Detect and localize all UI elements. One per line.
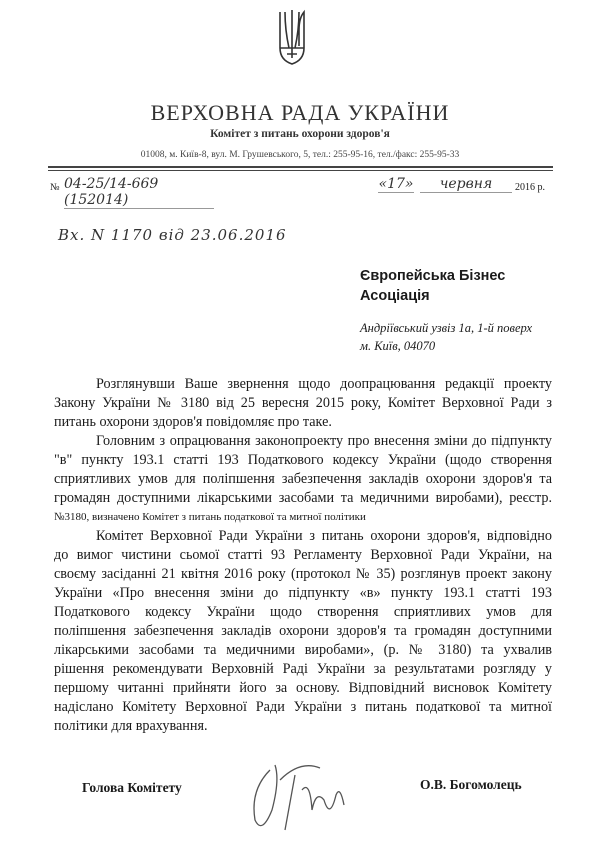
body-line: політики для врахування. xyxy=(54,718,208,734)
body-line: №3180, визначено Комітет з питань податкової та митної політики xyxy=(54,511,366,523)
number-label: № xyxy=(50,182,60,193)
date-month: червня xyxy=(420,176,512,193)
header-divider xyxy=(48,166,553,168)
body-line: України «Про внесення зміни до підпункту «в» пункту 193.1 статті 193 xyxy=(54,585,552,601)
body-line: сприятливих умов для поліпшення забезпечення закладів охорони здоров'я та xyxy=(54,471,552,487)
body-line: "в" пункту 193.1 статті 193 Податкового кодексу України (щодо створення xyxy=(54,452,552,468)
body-line: своєму засіданні 21 квітня 2016 року (протокол № 35) розглянув проект закону xyxy=(54,566,552,582)
recipient-name-line: Асоціація xyxy=(360,288,430,304)
recipient-name xyxy=(360,266,505,306)
body-line: поліпшення забезпечення закладів охорони здоров'я та громадян доступними xyxy=(54,623,552,639)
body-line: Розглянувши Ваше звернення щодо доопрацювання редакції проекту xyxy=(96,376,552,392)
handwritten-signature xyxy=(240,750,370,840)
body-line: лікарськими засобами та медичними виробами», (р. № 3180) та ухвалив xyxy=(54,642,552,658)
header-divider-thin xyxy=(48,170,553,171)
organization-address: 01008, м. Київ-8, вул. М. Грушевського, 5, тел.: 255-95-16, тел./факс: 255-95-33 xyxy=(140,150,460,160)
incoming-registration: Вх. N 1170 від 23.06.2016 xyxy=(58,226,287,244)
signatory-position: Голова Комітету xyxy=(82,780,182,795)
outgoing-number: 04-25/14-669 (152014) xyxy=(64,176,214,209)
date-year: 2016 р. xyxy=(515,182,545,193)
body-line: надіслано Комітету Верховної Ради України з питань податкової та митної xyxy=(54,699,552,715)
body-line: Комітет Верховної Ради України з питань охорони здоров'я, відповідно xyxy=(96,528,552,544)
signatory-name: О.В. Богомолець xyxy=(420,777,522,792)
committee-name: Комітет з питань охорони здоров'я xyxy=(210,128,390,140)
recipient-address xyxy=(360,319,532,355)
recipient-address-line: м. Київ, 04070 xyxy=(360,339,436,353)
body-line: Податкового кодексу України щодо створення сприятливих умов для xyxy=(54,604,552,620)
recipient-address-line: Андріївський узвіз 1а, 1-й поверх xyxy=(360,321,533,335)
body-line: Закону України № 3180 від 25 вересня 2015 року, Комітет Верховної Ради з xyxy=(54,395,552,411)
body-line: до вимог чистини сьомої статті 93 Регламенту Верховної Ради України, на xyxy=(54,547,552,563)
body-line: Головним з опрацювання законопроекту про внесення зміни до підпункту xyxy=(96,433,552,449)
organization-title: ВЕРХОВНА РАДА УКРАЇНИ xyxy=(150,100,450,125)
body-line: рішення рекомендувати Верховній Раді України за результатами розгляду у xyxy=(54,661,552,677)
body-line: громадян доступними лікарськими засобами та медичними виробами), реєстр. xyxy=(54,490,552,506)
letter-body xyxy=(54,375,552,736)
date-day: «17» xyxy=(378,176,414,192)
trident-icon xyxy=(277,8,307,68)
body-line: питань охорони здоров'я повідомляє про таке. xyxy=(54,414,332,430)
body-line: першому читанні прийняти його за основу. Відповідний висновок Комітету xyxy=(54,680,552,696)
recipient-name-line: Європейська Бізнес xyxy=(360,268,506,284)
